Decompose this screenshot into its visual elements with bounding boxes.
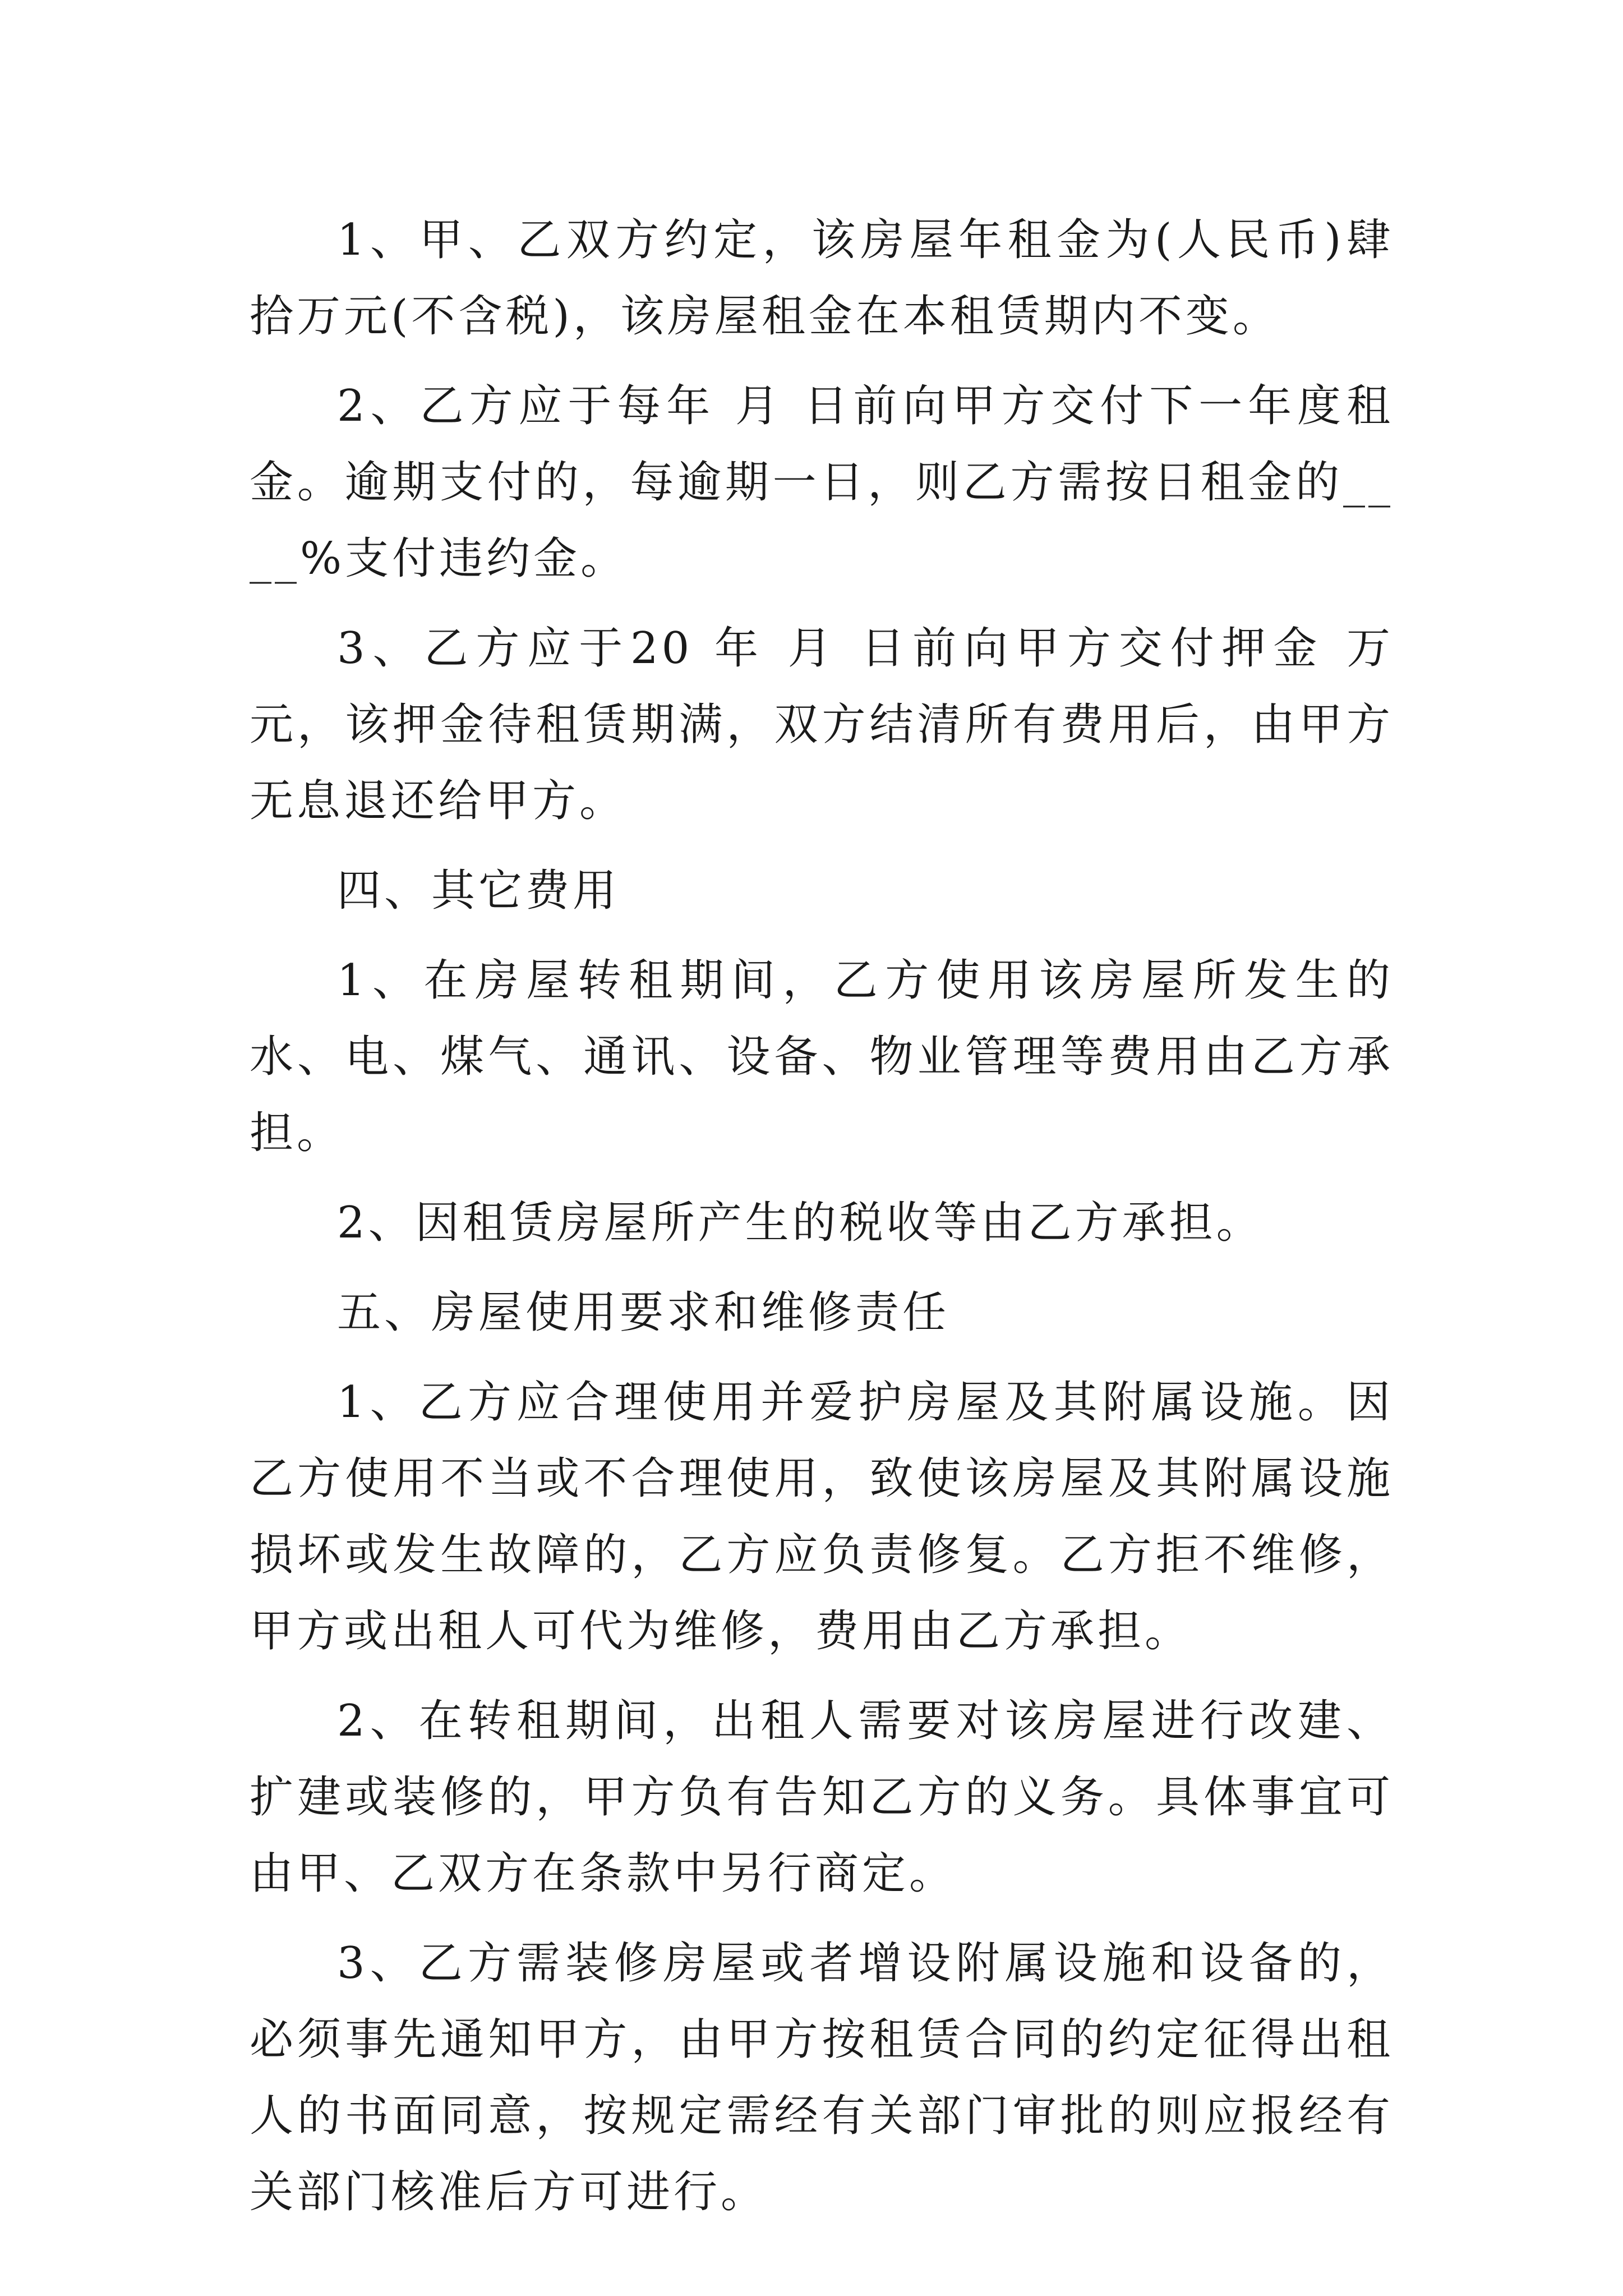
clause-taxes: 2、因租赁房屋所产生的税收等由乙方承担。: [337, 1198, 1264, 1248]
clause-renovation-by-lessor: 2、在转租期间，出租人需要对该房屋进行改建、扩建或装修的，甲方负有告知乙方的义务。具体事宜可由甲、乙双方在条款中另行商定。: [250, 1696, 1394, 1899]
clause-proper-use: 1、乙方应合理使用并爱护房屋及其附属设施。因乙方使用不当或不合理使用，致使该房屋及其附属设施损坏或发生故障的，乙方应负责修复。乙方拒不维修，甲方或出租人可代为维修，费用由乙方承担。: [250, 1377, 1394, 1657]
clause-rent-payment: 2、乙方应于每年 月 日前向甲方交付下一年度租金。逾期支付的，每逾期一日，则乙方需按日租金的____%支付违约金。: [250, 381, 1394, 584]
document-page: [250, 202, 1394, 2244]
clause-utilities: 1、在房屋转租期间，乙方使用该房屋所发生的水、电、煤气、通讯、设备、物业管理等费用由乙方承担。: [250, 955, 1394, 1158]
section-heading-other-fees: 四、其它费用: [337, 866, 620, 916]
clause-deposit: 3、乙方应于20 年 月 日前向甲方交付押金 万元，该押金待租赁期满，双方结清所有费用后，由甲方无息退还给甲方。: [250, 623, 1394, 826]
section-heading-usage-maintenance: 五、房屋使用要求和维修责任: [337, 1287, 950, 1338]
clause-renovation-by-tenant: 3、乙方需装修房屋或者增设附属设施和设备的，必须事先通知甲方，由甲方按租赁合同的约定征得出租人的书面同意，按规定需经有关部门审批的则应报经有关部门核准后方可进行。: [250, 1938, 1394, 2217]
clause-rent-amount: 1、甲、乙双方约定，该房屋年租金为(人民币)肆拾万元(不含税)，该房屋租金在本租赁期内不变。: [250, 215, 1394, 342]
